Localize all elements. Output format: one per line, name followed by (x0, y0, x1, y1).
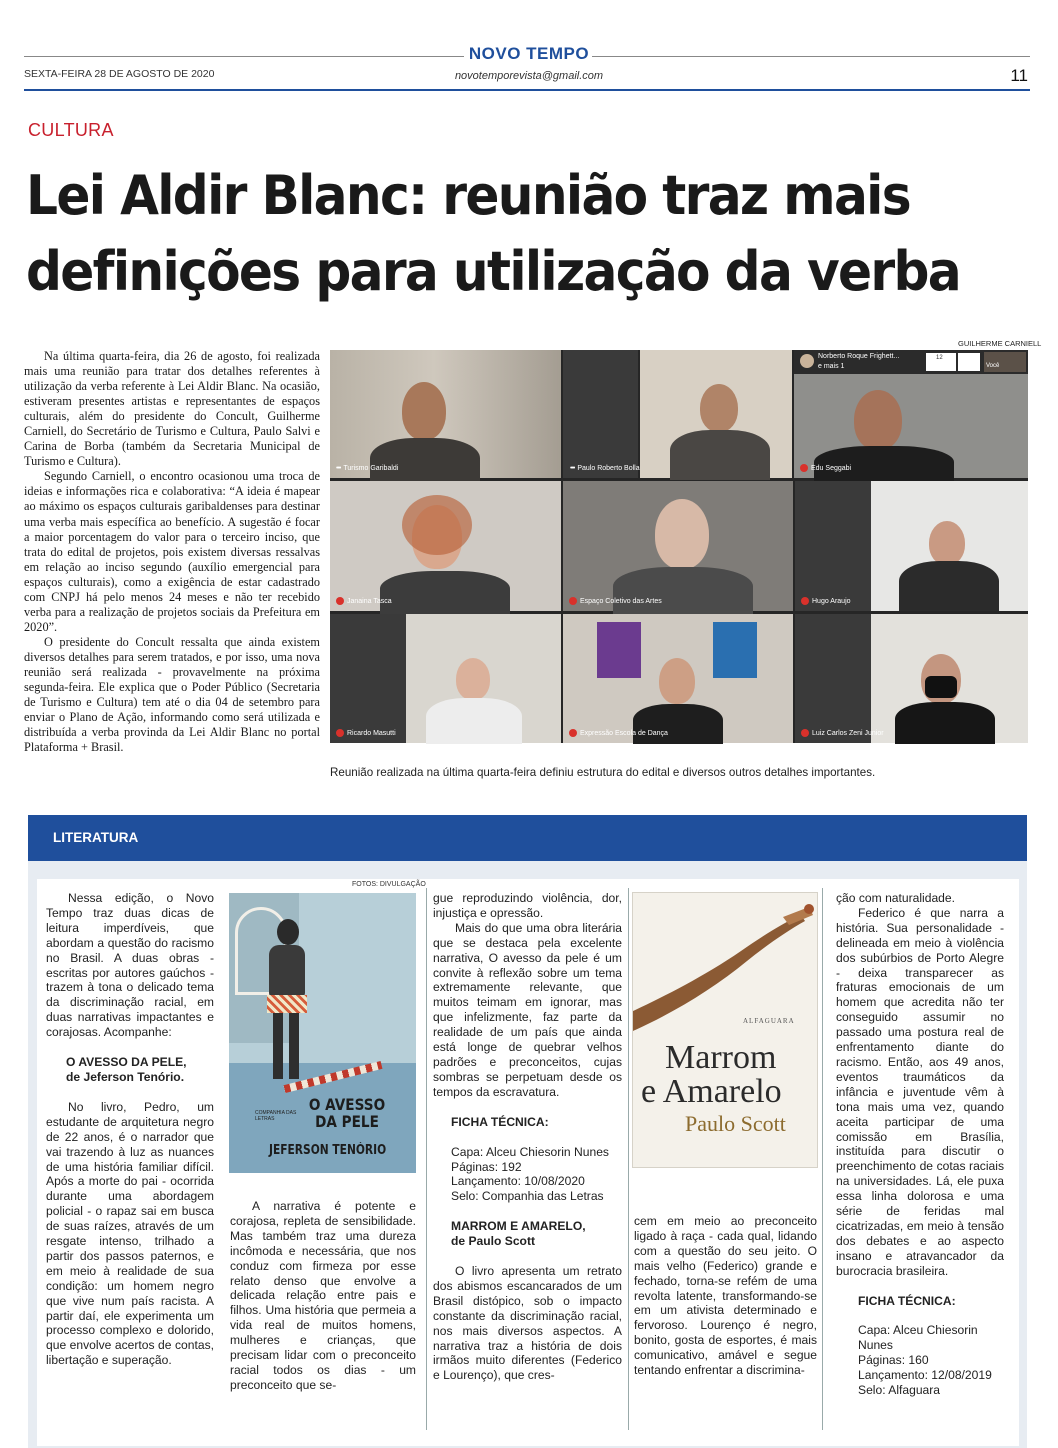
lit-paragraph: O livro apresenta um retrato dos abismos escancarados de um Brasil distópico, sob o impacto constante da discriminação racial, nos mais diversos aspectos. A narrativa traz a história de dois irmãos muito diferentes (Federico e Lourenço), que cres- (433, 1264, 622, 1383)
lit-column-4 (634, 1214, 817, 1378)
avatar (800, 354, 814, 368)
ficha-line: Lançamento: 12/08/2019 (858, 1368, 992, 1383)
video-tile (794, 350, 1028, 478)
cover1-title-line: O AVESSO (308, 1095, 386, 1114)
participant-name: Janaina Tasca (347, 597, 392, 605)
column-rule (822, 888, 823, 1430)
cover1-title (305, 1096, 390, 1130)
muted-mic-icon (801, 597, 809, 605)
video-tile (330, 614, 561, 743)
ficha-tecnica-title: FICHA TÉCNICA: (451, 1114, 549, 1129)
book-cover-marrom-e-amarelo (633, 893, 817, 1167)
participant-count: 12 (936, 355, 943, 361)
book2-author: de Paulo Scott (451, 1234, 535, 1249)
cover1-publisher: COMPANHIA DAS LETRAS (255, 1110, 297, 1122)
cover2-title-line: Marrom (665, 1039, 777, 1076)
lit-column-2 (230, 1199, 416, 1393)
lit-intro: Nessa edição, o Novo Tempo traz duas dicas de leitura imperdíveis, que abordam a questão do racismo no Brasil. A duas obras - escritas por autores gaúchos - trazem à tona o delicado tema da discriminação racial, em duas narrativas impactantes e corajosas. Acompanhe: (46, 891, 214, 1040)
lit-column-5 (836, 891, 1004, 1398)
lit-paragraph: No livro, Pedro, um estudante de arquitetura negro de 22 anos, é o narrador que vai trazendo à luz as nuances de uma história familiar difícil. Após a morte do pai - ocorrida durante uma abordagem policial - o rapaz sai em busca de suas raízes, através de um resgate intenso, trilhado a partir dos passos paternos, e em meio à realidade de sua condição: um homem negro que vive num país racista. A partir daí, ele experimenta um processo complexo e dolorido, que envolve acertos de contas, libertação e superação. (46, 1099, 214, 1368)
lit-paragraph: gue reproduzindo violência, dor, injustiça e opressão. (433, 891, 622, 920)
cover1-author: JEFERSON TENÓRIO (269, 1143, 387, 1158)
participant-name: Espaço Coletivo das Artes (580, 597, 662, 605)
video-tile (795, 481, 1028, 611)
figure-shorts (267, 995, 307, 1013)
participant-name: Paulo Roberto Bolla (577, 465, 640, 472)
painting (597, 622, 641, 678)
ficha-line: Lançamento: 10/08/2020 (451, 1174, 585, 1189)
book2-title: MARROM E AMARELO, (451, 1219, 586, 1234)
contact-email: novotemporevista@gmail.com (454, 70, 604, 82)
masthead-rule-right (592, 56, 1030, 57)
video-tile: ••• Paulo Roberto Bolla (640, 350, 792, 478)
headline (26, 158, 965, 310)
figure-leg (273, 1013, 283, 1079)
ficha-line: Páginas: 192 (451, 1159, 522, 1174)
ficha-line: Selo: Alfaguara (858, 1383, 941, 1398)
participant-name: Edu Seggabi (811, 464, 852, 472)
participants-more: e mais 1 (818, 363, 845, 370)
lit-paragraph: ção com naturalidade. (836, 891, 955, 905)
ficha-line: Selo: Companhia das Letras (451, 1189, 604, 1204)
participant-name: Expressão Escola de Dança (580, 729, 668, 737)
figure-head (277, 919, 299, 945)
lit-column-3 (433, 891, 622, 1383)
column-rule (426, 888, 427, 1430)
article-body (24, 349, 320, 755)
page-number: 11 (1010, 66, 1028, 85)
literatura-header (28, 815, 1027, 861)
masthead: NOVO TEMPO (468, 44, 590, 63)
participant-name: Turismo Garibaldi (343, 465, 399, 472)
lit-column-1 (46, 891, 214, 1368)
muted-mic-icon (800, 464, 808, 472)
dateline: SEXTA-FEIRA 28 DE AGOSTO DE 2020 (24, 68, 215, 80)
participants-label: Norberto Roque Frighett... (818, 353, 900, 360)
self-label: Você (986, 363, 1000, 369)
muted-mic-icon (569, 597, 577, 605)
photo-caption: Reunião realizada na última quarta-feira definiu estrutura do edital e diversos outros detalhes importantes. (330, 766, 876, 779)
ficha-tecnica-title: FICHA TÉCNICA: (858, 1293, 956, 1308)
headline-line-2: definições para utilização da verba (26, 240, 961, 303)
video-tile (795, 614, 1028, 743)
chat-icon (958, 353, 980, 371)
face-mask (925, 676, 957, 698)
headline-line-1: Lei Aldir Blanc: reunião traz mais (26, 164, 910, 227)
literatura-title: LITERATURA (53, 830, 139, 845)
muted-mic-icon (801, 729, 809, 737)
participant-name: Ricardo Masutti (347, 729, 396, 737)
lit-paragraph: Federico é que narra a história. Sua personalidade - delineada em meio à violência dos subúrbios de Porto Alegre - deixa transparecer as fraturas emocionais de um homem que acredita não ter conseguido assumir no passado uma postura real de enfrentamento diante do racismo. Então, aos 49 anos, eventos traumáticos da infância e juventude vêm à tona mais uma vez, quando aceita participar de uma comissão em Brasília, instituída para discutir o preenchimento de cotas raciais na universidades. Lá, ele puxa essa linha dolorosa e uma série de feridas mal cicatrizadas, em meio à tensão dos debates e ao aspecto insano e atravancador da burocracia brasileira. (836, 905, 1004, 1278)
figure-torso (269, 945, 305, 997)
meeting-topbar (794, 350, 1028, 374)
section-label: CULTURA (28, 120, 114, 140)
video-tile (563, 614, 793, 743)
cover2-title-line: e Amarelo (641, 1073, 782, 1110)
video-tile (330, 481, 561, 611)
cover2-publisher: ALFAGUARA (743, 1017, 795, 1025)
column-rule (628, 888, 629, 1430)
lit-paragraph: cem em meio ao preconceito ligado à raça - cada qual, lidando com a questão do seu jeito. O mais velho (Federico) grande e fechado, torna-se refém de uma revolta latente, transformando-se em um ativista determinado e fervoroso. Lourenço é negro, bonito, gosta de esportes, é mais comunicativo, amável e segue tentando enfrentar a discrimina- (634, 1214, 817, 1378)
book1-author: de Jeferson Tenório. (66, 1069, 185, 1084)
video-tile (563, 481, 793, 611)
masthead-rule-left (24, 56, 464, 57)
participant-name: Hugo Araujo (812, 597, 851, 605)
figure-leg (289, 1013, 299, 1079)
book-cover-o-avesso-da-pele (229, 893, 416, 1173)
book1-title: O AVESSO DA PELE, (66, 1055, 187, 1070)
lit-paragraph: Mais do que uma obra literária que se destaca pela excelente narrativa, O avesso da pele é um convite à reflexão sobre um tema extremamente relevante, que muitos teimam em ignorar, mas que infelizmente, faz parte da realidade de um país que ainda está longe de quebrar velhos padrões e preconceitos, cujas sombras se perpetuam desde os tempos da escravatura. (433, 920, 622, 1099)
muted-mic-icon (569, 729, 577, 737)
photos-credit: FOTOS: DIVULGAÇÃO (352, 881, 426, 888)
participant-name: Luiz Carlos Zeni Junior (812, 729, 884, 737)
article-paragraph: Segundo Carniell, o encontro ocasionou uma troca de ideias e informações rica e colaborativa: “A ideia é mapear ao máximo os espaços culturais garibaldenses para destinar uma verba mais específica ao benefício. A sugestão é focar a maior porcentagem do valor para o terceiro inciso, que trata do edital de projetos, pois existem diversas ressalvas em relação ao inciso segundo (auxílio emergencial para espaços culturais), como a exigência de estar cadastrado com CNPJ há pelo menos 24 meses e não ter recebido verba para a realização de projetos sociais da Prefeitura em 2020”. (24, 469, 320, 634)
header-rule (24, 89, 1030, 91)
ficha-line: Capa: Alceu Chiesorin Nunes (858, 1323, 978, 1353)
muted-mic-icon (336, 729, 344, 737)
lit-paragraph: A narrativa é potente e corajosa, repleta de sensibilidade. Mas também traz uma dureza incômoda e necessária, que nos conduz com firmeza por esse relato denso que envolve a delicada relação entre pais e filhos. Uma história que permeia a vida real de muitos homens, mulheres e crianças, que precisam lidar com o preconceito racial todos os dias - um preconceito que se- (230, 1199, 416, 1392)
meeting-photo (330, 350, 1028, 743)
video-tile: ••• Turismo Garibaldi (330, 350, 561, 478)
ficha-line: Capa: Alceu Chiesorin Nunes (451, 1144, 609, 1159)
article-paragraph: Na última quarta-feira, dia 26 de agosto, foi realizada mais uma reunião para tratar dos detalhes referentes à utilização da verba referente à Lei Aldir Blanc. Na ocasião, estiveram presentes artistas e representantes de espaços culturais, além do presidente do Concult, Guilherme Carniell, do Secretário de Turismo e Cultura, Paulo Salvi e Carina de Borba (também da Secretaria Municipal de Turismo e Cultura). (24, 349, 320, 469)
ficha-line: Páginas: 160 (858, 1353, 929, 1368)
painting (713, 622, 757, 678)
video-tile-empty (563, 350, 638, 478)
cover1-title-line: DA PELE (315, 1112, 379, 1131)
article-paragraph: O presidente do Concult ressalta que ainda existem diversos detalhes para serem tratados, e por isso, uma nova reunião será realizada - provavelmente na próxima segunda-feira. Ele explica que o Poder Público (Secretaria de Turismo e Cultura) tem até o dia 04 de setembro para enviar o Plano de Ação, informando como será utilizada e distribuída a verba provinda da Lei Aldir Blanc no portal Plataforma + Brasil. (24, 634, 320, 755)
cover2-author: Paulo Scott (685, 1111, 786, 1136)
self-video (984, 352, 1026, 372)
muted-mic-icon (336, 597, 344, 605)
photo-credit: GUILHERME CARNIELL (958, 339, 1042, 348)
